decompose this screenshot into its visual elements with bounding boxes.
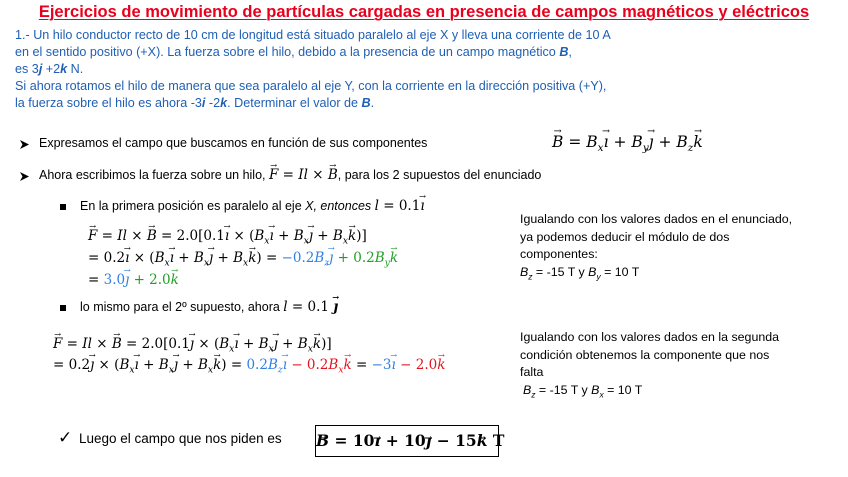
force-eq-2-line-1: → F = Il × → B = 2.0[0.1→ ȷ × ($B_x\to$ ı + $B_x\to$ ȷ + $B_x\to k$)]	[53, 336, 332, 355]
sub-bullet-1-text: En la primera posición es paralelo al eje X, entonces l = 0.1→ ı	[80, 198, 425, 214]
bullet-1-text: Expresamos el campo que buscamos en función de sus componentes	[39, 136, 428, 150]
force-eq-1-line-1: → F = Il × → B = 2.0[0.1→ ı × ($B_x\to$ ı + $B_x\to$ ȷ + $B_x\to k$)]	[88, 228, 367, 247]
statement-line-5: la fuerza sobre el hilo es ahora -3i -2k. Determinar el valor de B.	[15, 96, 375, 110]
arrow-bullet-icon	[19, 169, 30, 187]
statement-line-1: 1.- Un hilo conductor recto de 10 cm de longitud está situado paralelo al eje X y lleva una corriente de 10 A	[15, 28, 611, 42]
square-bullet-icon	[60, 305, 66, 311]
note-1: Igualando con los valores dados en el enunciado, ya podemos deducir el módulo de dos componentes: $B_z = -15$ T y $B_y = 10$ T	[520, 212, 793, 281]
statement-line-4: Si ahora rotamos el hilo de manera que sea paralelo al eje Y, con la corriente en la dirección positiva (+Y),	[15, 79, 607, 93]
conclusion-text: Luego el campo que nos piden es	[79, 431, 282, 446]
note-2: Igualando con los valores dados en la segunda condición obtenemos la componente que nos falta $B_z = -15$ T y $B_x = 10$ T	[520, 330, 780, 399]
force-eq-1-line-3: = 3.0→ ȷ + 2.0→ k	[88, 272, 179, 288]
arrow-bullet-icon	[19, 137, 30, 155]
statement-line-3: es 3j +2k N.	[15, 62, 84, 76]
statement-line-2: en el sentido positivo (+X). La fuerza sobre el hilo, debido a la presencia de un campo magnético B,	[15, 45, 572, 59]
force-eq-2-line-2: = 0.2→ ȷ × ($B_x\to$ ı + $B_x\to$ ȷ + $B_x\to k) = 0.2B_z\to$ ı − $0.2B_x\to k = -3\to$ ı − 2.0→ k	[53, 357, 445, 376]
force-eq-1-line-2: = 0.2→ ı × ($B_x\to$ ı + $B_x\to$ ȷ + $B_x\to k) = -0.2B_z\to$ ȷ + $0.2B_y\to k$	[88, 250, 398, 269]
square-bullet-icon	[60, 204, 66, 210]
sub-bullet-2-text: lo mismo para el 2º supuesto, ahora l = 0.1 → ȷ	[80, 299, 338, 315]
bullet-2-text: Ahora escribimos la fuerza sobre un hilo, → F = Il × → B, para los 2 supuestos del enunciado	[39, 167, 541, 183]
field-components-equation: → $B = B_x\to$ ı + $B_y\to$ ȷ + $B_z\to k$	[552, 133, 703, 154]
check-mark-icon: ✓	[58, 428, 73, 447]
result-box: → B = 10→ ı + 10→ ȷ − 15→ k T	[315, 425, 499, 457]
page-title: Ejercicios de movimiento de partículas cargadas en presencia de campos magnéticos y eléctricos	[38, 3, 810, 21]
